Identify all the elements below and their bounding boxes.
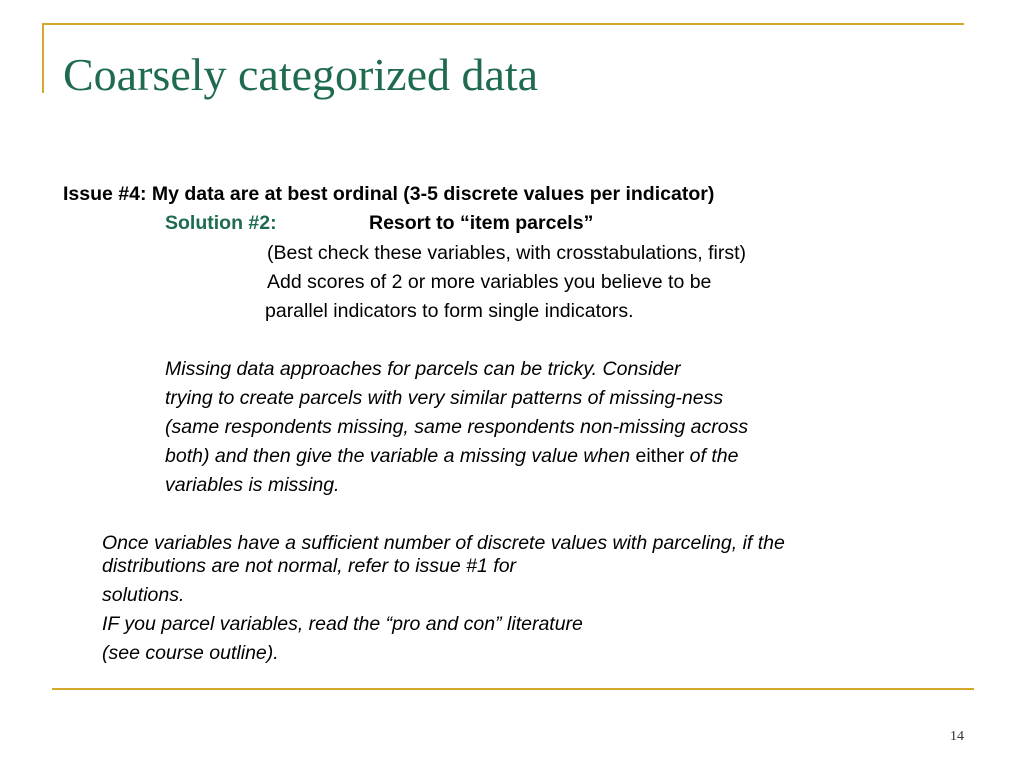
missing-note-line: Missing data approaches for parcels can be tricky. Consider <box>165 358 681 380</box>
title-vertical-rule <box>42 23 44 93</box>
closing-line: (see course outline). <box>102 642 279 664</box>
missing-note-line <box>165 444 738 468</box>
bottom-divider <box>52 688 974 690</box>
page-number: 14 <box>950 729 964 744</box>
closing-line: solutions. <box>102 584 185 606</box>
missing-note-line: trying to create parcels with very similar patterns of missing-ness <box>165 387 724 409</box>
solution-detail-line: (Best check these variables, with crosstabulations, first) <box>267 242 747 264</box>
solution-detail-line: Add scores of 2 or more variables you believe to be <box>267 271 712 293</box>
solution-detail-line: parallel indicators to form single indicators. <box>265 300 634 322</box>
missing-note-emphasis: either <box>635 445 685 467</box>
issue-heading: Issue #4: My data are at best ordinal (3-5 discrete values per indicator) <box>63 183 715 205</box>
slide-title: Coarsely categorized data <box>63 49 539 100</box>
closing-line: distributions are not normal, refer to issue #1 for <box>102 555 517 577</box>
solution-label: Solution #2: <box>165 212 277 234</box>
missing-note-text: of the <box>684 445 739 467</box>
missing-note-line: variables is missing. <box>165 474 340 496</box>
closing-line: Once variables have a sufficient number of discrete values with parceling, if the <box>102 532 785 554</box>
title-top-rule <box>42 23 964 25</box>
missing-note-text: both) and then give the variable a missing value when <box>165 445 636 467</box>
missing-note-line: (same respondents missing, same respondents non-missing across <box>165 416 749 438</box>
closing-line: IF you parcel variables, read the “pro and con” literature <box>102 613 583 635</box>
solution-text: Resort to “item parcels” <box>369 212 594 234</box>
